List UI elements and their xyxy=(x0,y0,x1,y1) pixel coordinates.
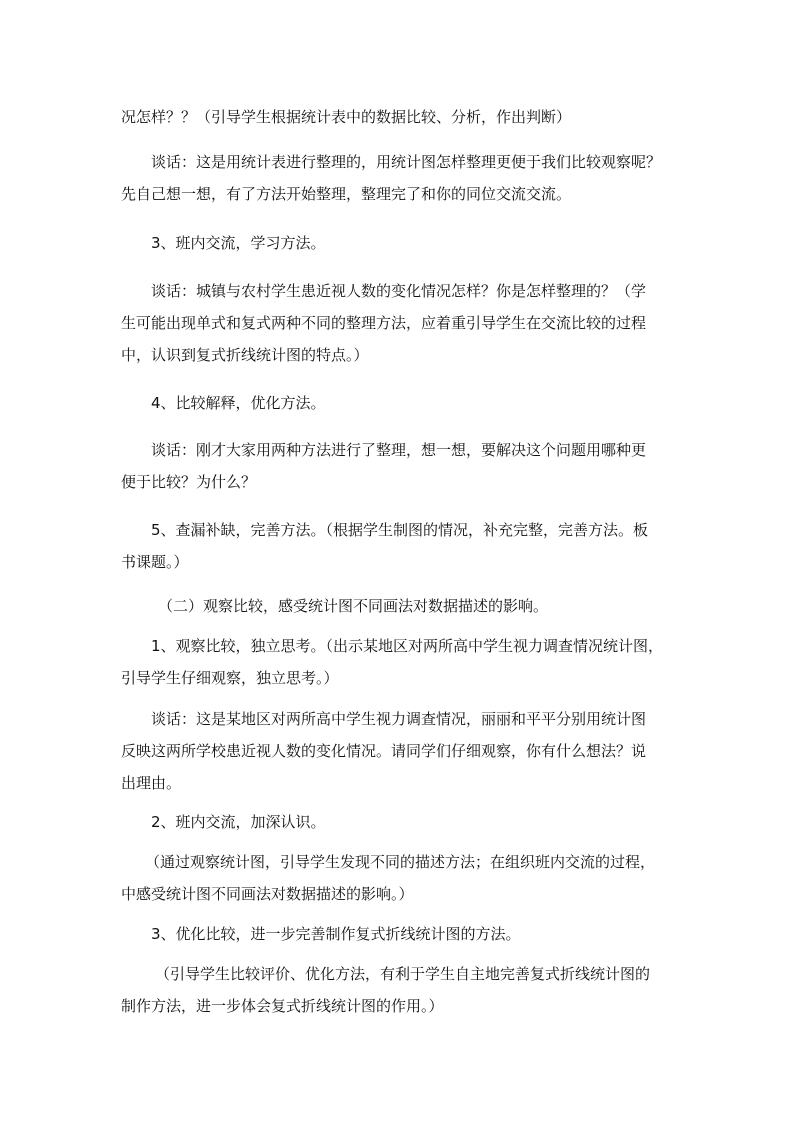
text-line: 反映这两所学校患近视人数的变化情况。请同学们仔细观察，你有什么想法？说 xyxy=(121,742,647,760)
text-line: 3、班内交流，学习方法。 xyxy=(151,234,326,252)
text-line: 谈话：这是用统计表进行整理的，用统计图怎样整理更便于我们比较观察呢？ xyxy=(151,153,662,171)
text-line: 中，认识到复式折线统计图的特点。） xyxy=(121,346,369,364)
text-line: 便于比较？为什么？ xyxy=(121,473,257,491)
text-line: 2、班内交流，加深认识。 xyxy=(151,813,326,831)
text-line: 引导学生仔细观察，独立思考。） xyxy=(121,669,339,687)
paragraph-1 xyxy=(121,101,571,133)
text-line: 4、比较解释，优化方法。 xyxy=(151,394,326,412)
text-line: （通过观察统计图，引导学生发现不同的描述方法；在组织班内交流的过程， xyxy=(145,853,656,871)
text-line: 中感受统计图不同画法对数据描述的影响。） xyxy=(121,885,414,903)
text-line: 出理由。 xyxy=(121,774,182,792)
paragraph-9 xyxy=(121,630,663,694)
paragraph-12 xyxy=(121,846,655,910)
text-line: 书课题。） xyxy=(121,553,189,571)
paragraph-2 xyxy=(121,146,661,210)
text-line: （二）观察比较，感受统计图不同画法对数据描述的影响。 xyxy=(158,597,549,615)
text-line: 况怎样？？（引导学生根据统计表中的数据比较、分析，作出判断） xyxy=(121,108,572,126)
paragraph-8 xyxy=(158,590,548,622)
text-line: 谈话：刚才大家用两种方法进行了整理，想一想，要解决这个问题用哪种更 xyxy=(151,441,647,459)
paragraph-7 xyxy=(121,514,648,578)
text-line: 1、观察比较，独立思考。（出示某地区对两所高中学生视力调查情况统计图， xyxy=(151,637,664,655)
text-line: 谈话：这是某地区对两所高中学生视力调查情况，丽丽和平平分别用统计图 xyxy=(151,710,647,728)
text-line: 制作方法，进一步体会复式折线统计图的作用。） xyxy=(121,997,444,1015)
text-line: （引导学生比较评价、优化方法，有利于学生自主地完善复式折线统计图的 xyxy=(155,965,651,983)
paragraph-14 xyxy=(121,958,650,1022)
text-line: 5、查漏补缺，完善方法。（根据学生制图的情况，补充完整，完善方法。板 xyxy=(151,521,649,539)
text-line: 先自己想一想，有了方法开始整理，整理完了和你的同位交流交流。 xyxy=(121,185,572,203)
paragraph-11 xyxy=(151,806,326,838)
text-line: 3、优化比较，进一步完善制作复式折线统计图的方法。 xyxy=(151,925,521,943)
paragraph-3 xyxy=(151,227,326,259)
paragraph-13 xyxy=(151,918,521,950)
paragraph-6 xyxy=(121,434,646,498)
paragraph-4 xyxy=(121,275,646,371)
text-line: 生可能出现单式和复式两种不同的整理方法，应着重引导学生在交流比较的过程 xyxy=(121,314,647,332)
text-line: 谈话：城镇与农村学生患近视人数的变化情况怎样？你是怎样整理的？（学 xyxy=(151,282,647,300)
paragraph-10 xyxy=(121,703,646,799)
paragraph-5 xyxy=(151,387,326,419)
